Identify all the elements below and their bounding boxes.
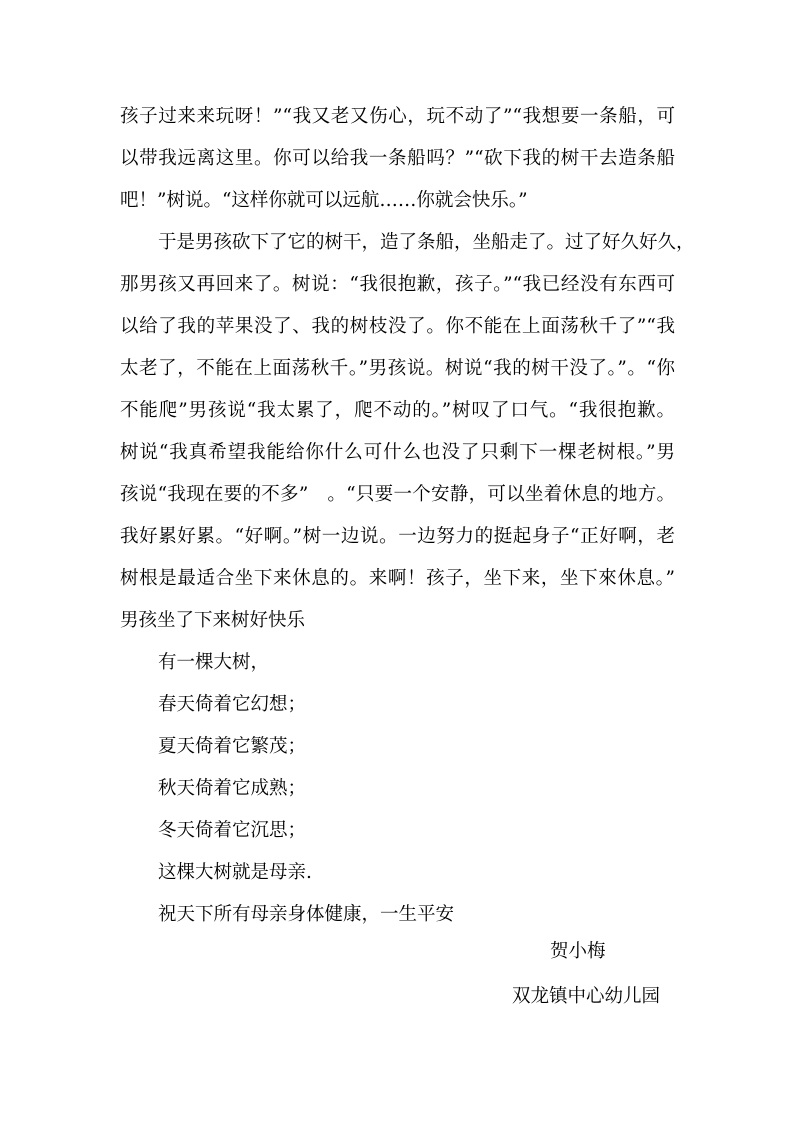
- poem-line-4: 秋天倚着它成熟；: [158, 778, 307, 799]
- paragraph-2-line-4: 太老了，不能在上面荡秋千。”男孩说。树说“我的树干没了。”。“你: [120, 358, 675, 379]
- paragraph-2-line-3: 以给了我的苹果没了、我的树枝没了。你不能在上面荡秋千了”“我: [120, 316, 675, 337]
- paragraph-2-line-7: 孩说“我现在要的不多” 。“只要一个安静，可以坐着休息的地方。: [120, 484, 675, 505]
- poem-line-1: 有一棵大树，: [158, 652, 270, 673]
- paragraph-2-line-9: 树根是最适合坐下来休息的。来啊！孩子，坐下来，坐下來休息。”: [120, 568, 675, 589]
- signature-author: 贺小梅: [550, 941, 606, 962]
- paragraph-1-line-2: 以带我远离这里。你可以给我一条船吗？”“砍下我的树干去造条船: [120, 148, 675, 169]
- paragraph-2-line-10: 男孩坐了下来树好快乐: [120, 610, 306, 631]
- paragraph-2-line-2: 那男孩又再回来了。树说：“我很抱歉，孩子。”“我已经没有东西可: [120, 274, 675, 295]
- poem-line-7: 祝天下所有母亲身体健康，一生平安: [158, 904, 455, 925]
- paragraph-2-line-5: 不能爬”男孩说“我太累了，爬不动的。”树叹了口气。“我很抱歉。: [120, 400, 675, 421]
- poem-line-3: 夏天倚着它繁茂；: [158, 736, 307, 757]
- paragraph-1-line-1: 孩子过来来玩呀！”“我又老又伤心，玩不动了”“我想要一条船，可: [120, 106, 675, 127]
- paragraph-2-line-1: 于是男孩砍下了它的树干，造了条船，坐船走了。过了好久好久，: [158, 232, 695, 253]
- poem-line-6: 这棵大树就是母亲.: [158, 862, 312, 883]
- paragraph-2-line-8: 我好累好累。“好啊。”树一边说。一边努力的挺起身子“正好啊，老: [120, 526, 675, 547]
- paragraph-2-line-6: 树说“我真希望我能给你什么可什么也没了只剩下一棵老树根。”男: [120, 442, 675, 463]
- poem-line-5: 冬天倚着它沉思；: [158, 820, 307, 841]
- paragraph-1-line-3: 吧！”树说。“这样你就可以远航……你就会快乐。”: [120, 190, 528, 211]
- poem-line-2: 春天倚着它幻想；: [158, 694, 307, 715]
- signature-organization: 双龙镇中心幼儿园: [512, 986, 661, 1007]
